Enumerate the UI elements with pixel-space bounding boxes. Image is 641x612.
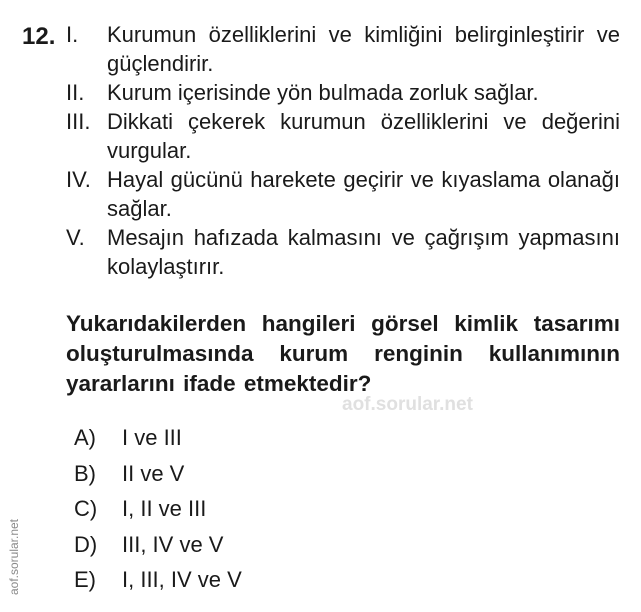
option-text: I ve III xyxy=(122,425,182,450)
option-text: I, III, IV ve V xyxy=(122,567,242,592)
option-text: II ve V xyxy=(122,460,185,486)
statement-list xyxy=(66,20,620,281)
option-letter: C) xyxy=(74,496,98,521)
statement-text: Dikkati çekerek kurumun özelliklerini ve değerini vurgular. xyxy=(107,109,620,163)
statement-item xyxy=(66,78,620,107)
statement-numeral: IV. xyxy=(66,167,91,192)
statement-text: Mesajın hafızada kalmasını ve çağrışım yapmasını kolaylaştırır. xyxy=(107,225,620,279)
option-text: III, IV ve V xyxy=(122,531,224,557)
option-letter: E) xyxy=(74,567,96,592)
option-e[interactable] xyxy=(74,562,242,598)
statement-numeral: III. xyxy=(66,109,91,134)
option-letter: A) xyxy=(74,425,96,450)
statement-numeral: II. xyxy=(66,80,85,105)
statement-text: Kurum içerisinde yön bulmada zorluk sağlar. xyxy=(107,80,539,105)
statement-numeral: V. xyxy=(66,225,85,250)
option-b[interactable] xyxy=(74,456,242,492)
options-list xyxy=(74,420,242,598)
option-letter: B) xyxy=(74,460,96,486)
statement-item xyxy=(66,20,620,78)
option-a[interactable] xyxy=(74,420,242,456)
option-text: I, II ve III xyxy=(122,496,207,521)
statement-item xyxy=(66,165,620,223)
statement-text: Kurumun özelliklerini ve kimliğini belirginleştirir ve güçlendirir. xyxy=(107,22,620,76)
watermark-center: aof.sorular.net xyxy=(342,394,473,415)
watermark-side: aof.sorular.net xyxy=(7,518,21,596)
option-c[interactable] xyxy=(74,491,242,527)
option-d[interactable] xyxy=(74,527,242,563)
statement-text: Hayal gücünü harekete geçirir ve kıyaslama olanağı sağlar. xyxy=(107,167,620,221)
statement-numeral: I. xyxy=(66,22,79,47)
statement-item xyxy=(66,223,620,281)
option-letter: D) xyxy=(74,531,98,557)
question-number: 12. xyxy=(22,23,56,50)
question-stem: Yukarıdakilerden hangileri görsel kimlik tasarımı oluşturulmasında kurum renginin kullanımının yararlarını ifade etmektedir? xyxy=(66,311,620,396)
statement-item xyxy=(66,107,620,165)
